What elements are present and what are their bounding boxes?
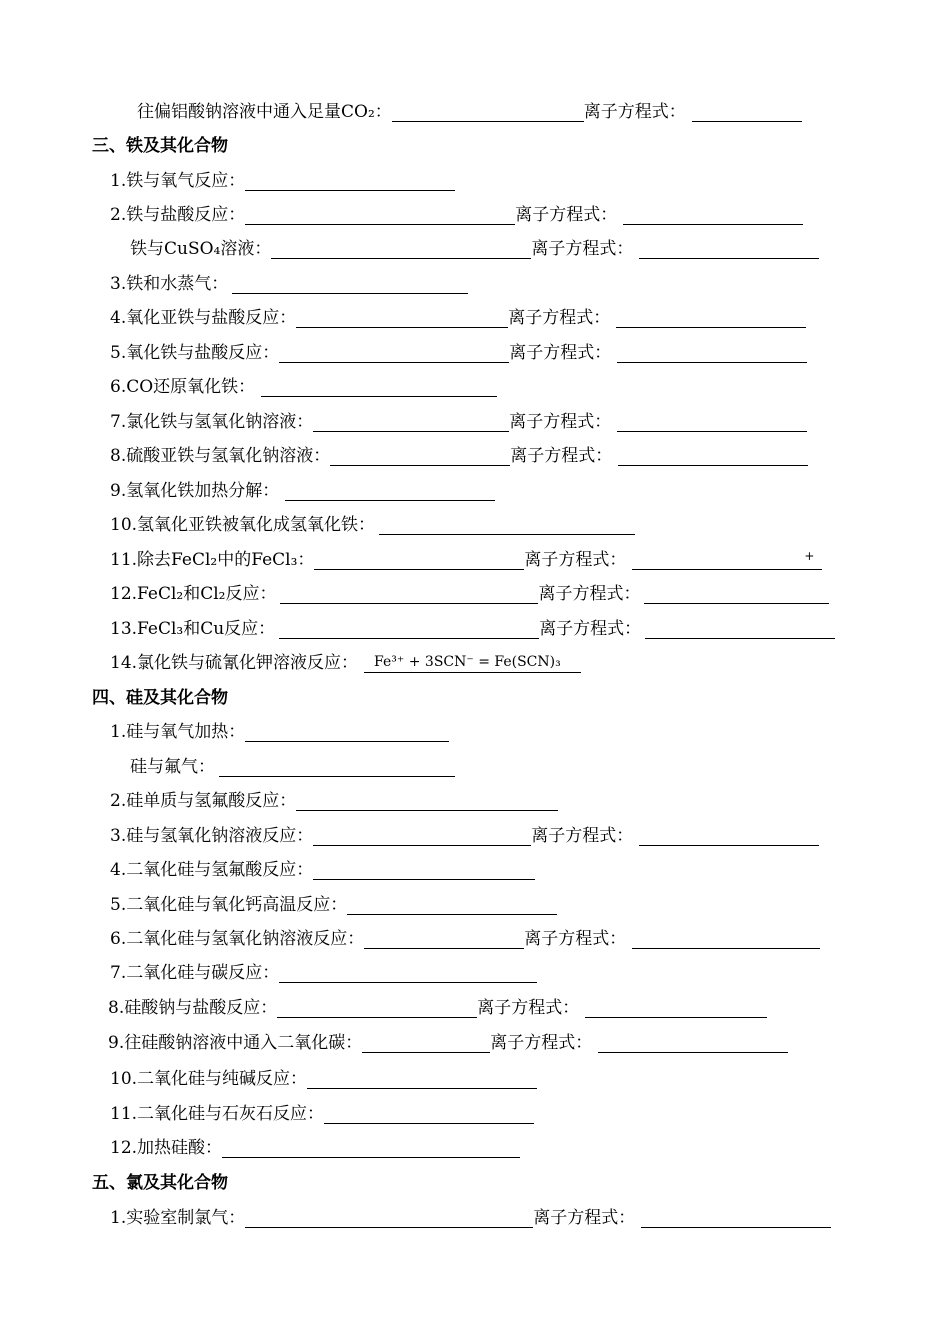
item-line — [110, 372, 497, 402]
answer-blank[interactable] — [279, 960, 537, 983]
ion-answer-blank[interactable] — [639, 236, 819, 259]
ion-answer-blank[interactable] — [616, 305, 806, 328]
ion-answer-blank[interactable] — [641, 1205, 831, 1228]
item-label: 1.硅与氧气加热： — [110, 722, 246, 742]
item-line — [108, 993, 767, 1023]
ion-answer-blank[interactable] — [644, 581, 829, 604]
ion-equation-label: 离子方程式： — [509, 412, 612, 432]
item-label: 2.铁与盐酸反应： — [110, 205, 246, 225]
answer-blank[interactable] — [245, 1205, 533, 1228]
answer-blank[interactable] — [222, 1135, 520, 1158]
ion-answer-blank[interactable] — [585, 995, 767, 1018]
item-label: 铁与CuSO₄溶液： — [130, 239, 272, 259]
ion-equation-label: 离子方程式： — [509, 343, 612, 363]
ion-equation-label: 离子方程式： — [524, 550, 627, 570]
ion-equation-label: 离子方程式： — [477, 998, 580, 1018]
item-label: 12.FeCl₂和Cl₂反应： — [110, 584, 277, 604]
ion-answer-blank[interactable] — [632, 547, 822, 570]
item-label: 5.二氧化硅与氧化钙高温反应： — [110, 895, 348, 915]
item-line — [130, 752, 455, 782]
item-label: 11.除去FeCl₂中的FeCl₃： — [110, 550, 315, 570]
item-line — [110, 303, 806, 333]
item-line — [110, 407, 807, 437]
item-line — [110, 441, 808, 471]
ion-equation-label: 离子方程式： — [583, 102, 686, 122]
section-heading-silicon: 四、硅及其化合物 — [92, 688, 228, 708]
item-label: 硅与氟气： — [130, 757, 215, 777]
section-heading-chlorine: 五、氯及其化合物 — [92, 1173, 228, 1193]
item-line — [110, 1099, 534, 1129]
item-label: 2.硅单质与氢氟酸反应： — [110, 791, 297, 811]
ion-equation-label: 离子方程式： — [531, 826, 634, 846]
item-label: 8.硫酸亚铁与氢氧化钠溶液： — [110, 446, 331, 466]
item-label: 7.二氧化硅与碳反应： — [110, 963, 280, 983]
item-label: 5.氧化铁与盐酸反应： — [110, 343, 280, 363]
ion-answer-blank[interactable] — [632, 926, 820, 949]
answer-blank[interactable] — [330, 443, 510, 466]
item-label: 10.二氧化硅与纯碱反应： — [110, 1069, 308, 1089]
item-label: 4.氧化亚铁与盐酸反应： — [110, 308, 297, 328]
item-line — [110, 648, 581, 678]
item-line — [110, 476, 495, 506]
item-line — [110, 717, 449, 747]
answer-blank[interactable] — [296, 305, 508, 328]
answer-blank[interactable] — [313, 823, 531, 846]
answer-blank[interactable] — [285, 478, 495, 501]
answer-blank[interactable] — [307, 1066, 537, 1089]
item-label: 8.硅酸钠与盐酸反应： — [108, 998, 278, 1018]
ion-equation-label: 离子方程式： — [508, 308, 611, 328]
answer-blank[interactable] — [324, 1101, 534, 1124]
answer-blank[interactable] — [392, 99, 584, 122]
ion-answer-blank[interactable] — [623, 202, 803, 225]
plus-mark: + — [804, 549, 815, 563]
item-label: 7.氯化铁与氢氧化钠溶液： — [110, 412, 314, 432]
answer-blank[interactable] — [364, 926, 524, 949]
ion-answer-blank[interactable] — [618, 443, 808, 466]
answer-blank[interactable] — [245, 202, 515, 225]
item-line — [110, 855, 535, 885]
item-label: 12.加热硅酸： — [110, 1138, 223, 1158]
answer-blank[interactable] — [271, 236, 531, 259]
answer-blank[interactable] — [296, 788, 558, 811]
item-label: 9.往硅酸钠溶液中通入二氧化碳： — [108, 1033, 363, 1053]
item-line — [110, 1203, 831, 1233]
answer-blank[interactable] — [277, 995, 477, 1018]
ion-equation-label: 离子方程式： — [510, 446, 613, 466]
item-line — [110, 1064, 537, 1094]
item-label: 6.CO还原氧化铁： — [110, 377, 256, 397]
item-label: 10.氢氧化亚铁被氧化成氢氧化铁： — [110, 515, 376, 535]
item-line — [110, 786, 558, 816]
item-line — [110, 200, 803, 230]
ion-equation-label: 离子方程式： — [515, 205, 618, 225]
filled-answer: Fe³⁺ + 3SCN⁻ = Fe(SCN)₃ — [364, 652, 581, 673]
answer-blank[interactable] — [245, 719, 449, 742]
item-label: 6.二氧化硅与氢氧化钠溶液反应： — [110, 929, 365, 949]
ion-equation-label: 离子方程式： — [539, 619, 642, 639]
ion-equation-label: 离子方程式： — [538, 584, 641, 604]
ion-answer-blank[interactable] — [692, 99, 802, 122]
answer-blank[interactable] — [347, 892, 557, 915]
item-line — [110, 510, 635, 540]
ion-answer-blank[interactable] — [639, 823, 819, 846]
item-label: 4.二氧化硅与氢氟酸反应： — [110, 860, 314, 880]
answer-blank[interactable] — [280, 581, 538, 604]
answer-blank[interactable] — [379, 512, 635, 535]
ion-equation-label: 离子方程式： — [531, 239, 634, 259]
item-line — [110, 269, 468, 299]
item-label: 3.铁和水蒸气： — [110, 274, 229, 294]
item-label: 14.氯化铁与硫氰化钾溶液反应： — [110, 653, 359, 673]
ion-answer-blank[interactable] — [598, 1030, 788, 1053]
item-line — [110, 166, 455, 196]
item-line — [110, 579, 829, 609]
ion-answer-blank[interactable] — [617, 409, 807, 432]
answer-blank[interactable] — [279, 340, 509, 363]
answer-blank[interactable] — [245, 168, 455, 191]
ion-answer-blank[interactable] — [617, 340, 807, 363]
item-line — [110, 338, 807, 368]
item-label: 13.FeCl₃和Cu反应： — [110, 619, 276, 639]
item-line — [110, 924, 820, 954]
answer-blank[interactable] — [219, 754, 455, 777]
answer-blank[interactable] — [313, 857, 535, 880]
item-label: 11.二氧化硅与石灰石反应： — [110, 1104, 325, 1124]
answer-blank[interactable] — [261, 374, 497, 397]
answer-blank[interactable] — [232, 271, 468, 294]
item-line — [108, 1028, 788, 1058]
item-label: 3.硅与氢氧化钠溶液反应： — [110, 826, 314, 846]
answer-blank[interactable] — [362, 1030, 490, 1053]
answer-blank[interactable] — [313, 409, 509, 432]
item-line — [110, 545, 822, 575]
answer-blank[interactable] — [314, 547, 524, 570]
item-label: 1.实验室制氯气： — [110, 1208, 246, 1228]
item-line — [110, 890, 557, 920]
item-line — [130, 234, 819, 264]
item-label: 1.铁与氧气反应： — [110, 171, 246, 191]
item-line — [110, 614, 835, 644]
item-line — [110, 958, 537, 988]
ion-equation-label: 离子方程式： — [490, 1033, 593, 1053]
top-line — [137, 97, 802, 127]
ion-equation-label: 离子方程式： — [533, 1208, 636, 1228]
item-line — [110, 1133, 520, 1163]
ion-answer-blank[interactable] — [645, 616, 835, 639]
section-heading-iron: 三、铁及其化合物 — [92, 136, 228, 156]
item-line — [110, 821, 819, 851]
ion-equation-label: 离子方程式： — [524, 929, 627, 949]
line-label: 往偏铝酸钠溶液中通入足量CO₂： — [137, 102, 392, 122]
item-label: 9.氢氧化铁加热分解： — [110, 481, 280, 501]
answer-blank[interactable] — [279, 616, 539, 639]
